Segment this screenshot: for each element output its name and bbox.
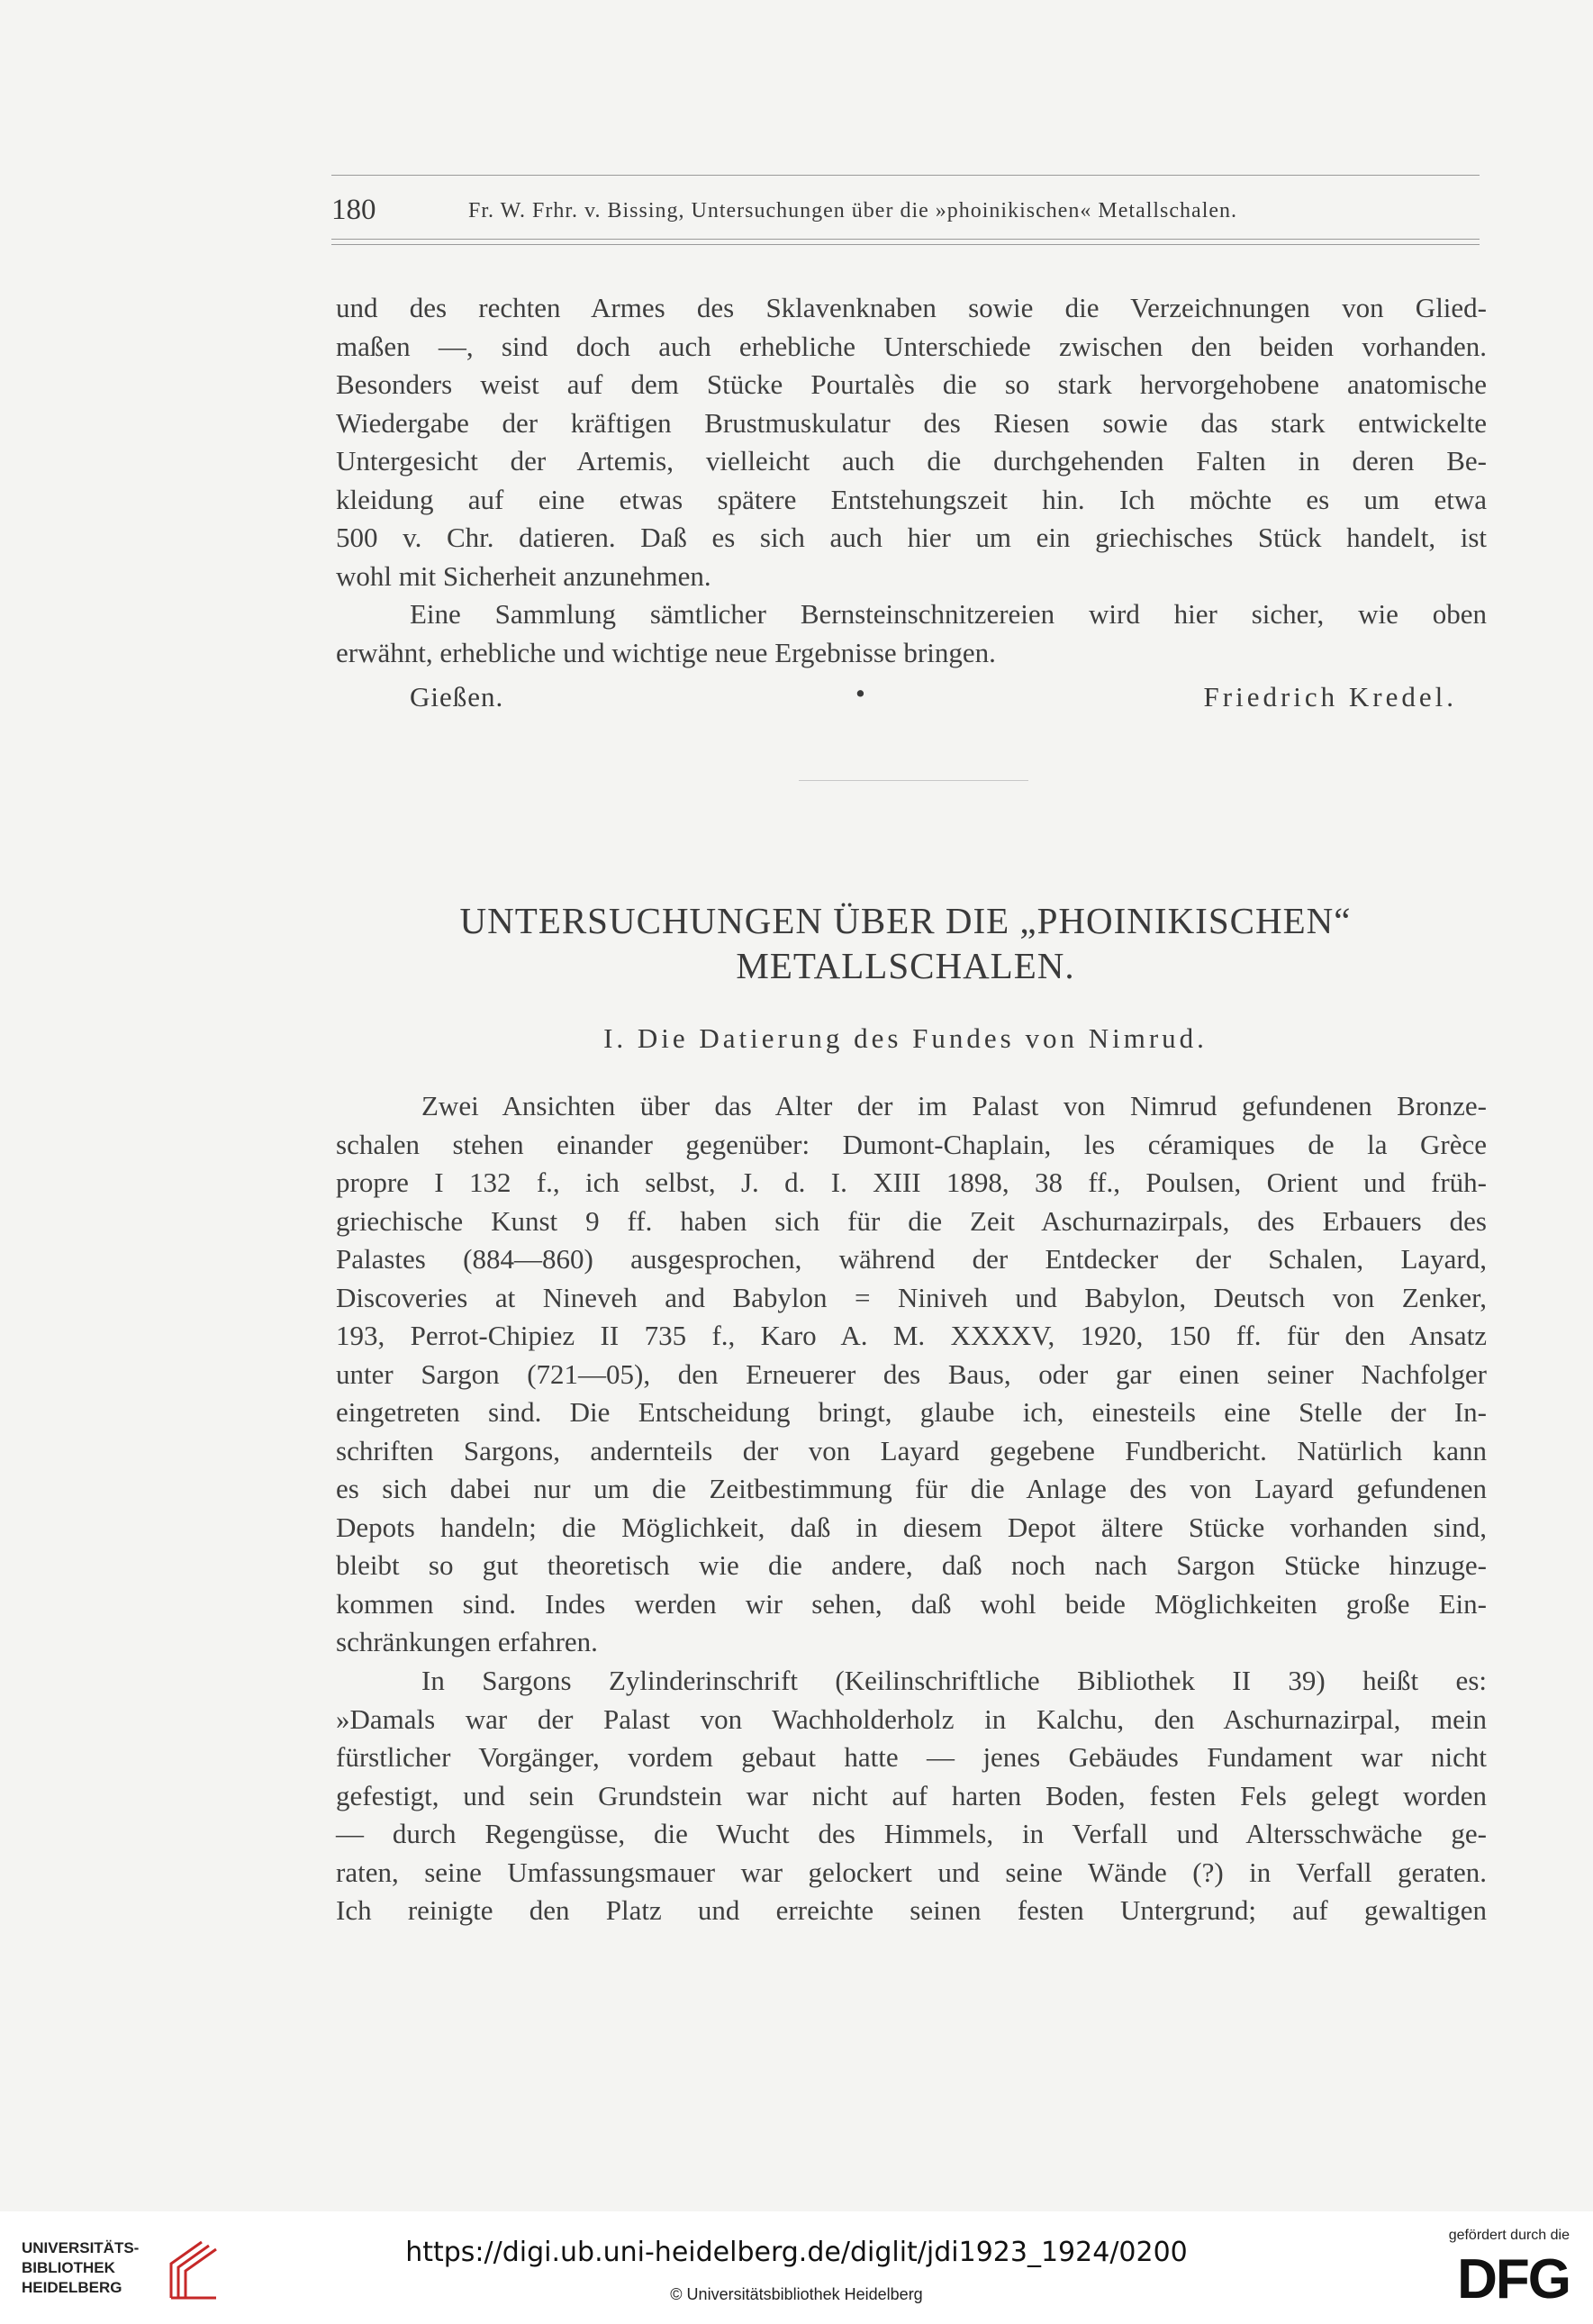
article-title-line-1: UNTERSUCHUNGEN ÜBER DIE „PHOINIKISCHEN“	[459, 900, 1352, 941]
running-header	[331, 194, 1480, 230]
permalink-url[interactable]: https://digi.ub.uni-heidelberg.de/diglit/jdi1923_1924/0200	[405, 2237, 1188, 2268]
text-line: Ich reinigte den Platz und erreichte seinen festen Untergrund; auf gewaltigen	[336, 1894, 1487, 1926]
signature-author: Friedrich Kredel.	[1203, 681, 1457, 713]
prev-article-paragraph-1	[336, 289, 1487, 595]
header-rule-bottom	[331, 239, 1480, 240]
text-line: es sich dabei nur um die Zeitbestimmung für die Anlage des von Layard gefundenen	[336, 1473, 1487, 1504]
text-line: kommen sind. Indes werden wir sehen, daß wohl beide Möglichkeiten große Ein-	[336, 1587, 1487, 1620]
dfg-funding-logo[interactable]	[1417, 2228, 1570, 2309]
funding-caption: gefördert durch die	[1448, 2228, 1570, 2243]
text-line: wohl mit Sicherheit anzunehmen.	[336, 559, 711, 592]
text-line: und des rechten Armes des Sklavenknaben sowie die Verzeichnungen von Glied-	[336, 292, 1487, 323]
text-line: unter Sargon (721—05), den Erneuerer des Baus, oder gar einen seiner Nachfolger	[336, 1357, 1487, 1390]
header-rule-bottom-2	[331, 244, 1480, 245]
viewer-footer	[0, 2211, 1593, 2324]
text-line: eingetreten sind. Die Entscheidung bringt, glaube ich, einesteils eine Stelle der In-	[336, 1396, 1487, 1428]
library-name-line: BIBLIOTHEK	[22, 2259, 115, 2276]
article-paragraph-2	[336, 1662, 1487, 1930]
text-line: gefestigt, und sein Grundstein war nicht auf harten Boden, festen Fels gelegt worden	[336, 1779, 1487, 1811]
signature-place: Gießen.	[410, 681, 504, 713]
text-line: In Sargons Zylinderinschrift (Keilinschriftliche Bibliothek II 39) heißt es:	[421, 1665, 1487, 1696]
text-line: fürstlicher Vorgänger, vordem gebaut hatte — jenes Gebäudes Fundament war nicht	[336, 1741, 1487, 1773]
text-line: erwähnt, erhebliche und wichtige neue Ergebnisse bringen.	[336, 636, 996, 668]
page-number: 180	[331, 194, 376, 226]
copyright-notice: © Universitätsbibliothek Heidelberg	[670, 2285, 923, 2303]
text-line: Wiedergabe der kräftigen Brustmuskulatur des Riesen sowie das stark entwickelte	[336, 406, 1487, 439]
article-separator	[799, 780, 1028, 781]
text-line: propre I 132 f., ich selbst, J. d. I. XIII 1898, 38 ff., Poulsen, Orient und früh-	[336, 1167, 1487, 1198]
text-line: Besonders weist auf dem Stücke Pourtalès die so stark hervorgehobene anatomische	[336, 368, 1487, 400]
text-line: 500 v. Chr. datieren. Daß es sich auch hier um ein griechisches Stück handelt, ist	[336, 522, 1487, 553]
text-line: Zwei Ansichten über das Alter der im Palast von Nimrud gefundenen Bronze-	[421, 1090, 1487, 1121]
prev-article-paragraph-2	[336, 595, 1487, 672]
article-paragraph-1	[336, 1087, 1487, 1662]
signature-line	[336, 677, 1487, 719]
text-line: Eine Sammlung sämtlicher Bernsteinschnitzereien wird hier sicher, wie oben	[410, 598, 1487, 630]
text-line: Discoveries at Nineveh and Babylon = Niniveh und Babylon, Deutsch von Zenker,	[336, 1281, 1487, 1313]
text-line: griechische Kunst 9 ff. haben sich für die Zeit Aschurnazirpals, des Erbauers des	[336, 1204, 1487, 1237]
signature-dot: •	[855, 677, 865, 709]
text-line: schalen stehen einander gegenüber: Dumont-Chaplain, les céramiques de la Grèce	[336, 1128, 1487, 1160]
text-line: maßen —, sind doch auch erhebliche Unterschiede zwischen den beiden vorhanden.	[336, 330, 1487, 362]
text-line: 193, Perrot-Chipiez II 735 f., Karo A. M. XXXXV, 1920, 150 ff. für den Ansatz	[336, 1320, 1487, 1351]
text-line: raten, seine Umfassungsmauer war gelockert und seine Wände (?) in Verfall geraten.	[336, 1856, 1487, 1888]
text-line: kleidung auf eine etwas spätere Entstehungszeit hin. Ich möchte es um etwa	[336, 483, 1487, 515]
header-rule-top	[331, 175, 1480, 176]
text-line: bleibt so gut theoretisch wie die andere, daß noch nach Sargon Stücke hinzuge-	[336, 1549, 1487, 1581]
library-name-line: UNIVERSITÄTS-	[22, 2239, 140, 2256]
article-title-line-2: METALLSCHALEN.	[736, 945, 1075, 986]
text-line: — durch Regengüsse, die Wucht des Himmels, in Verfall und Altersschwäche ge-	[336, 1818, 1487, 1849]
running-title: Fr. W. Frhr. v. Bissing, Untersuchungen über die »phoinikischen« Metallschalen.	[468, 199, 1238, 222]
dfg-logo-text: DFG	[1457, 2248, 1570, 2310]
text-line: schriften Sargons, andernteils der von Layard gegebene Fundbericht. Natürlich kann	[336, 1434, 1487, 1466]
text-line: Palastes (884—860) ausgesprochen, während der Entdecker der Schalen, Layard,	[336, 1243, 1487, 1275]
text-line: schränkungen erfahren.	[336, 1626, 598, 1657]
section-heading: I. Die Datierung des Fundes von Nimrud.	[603, 1022, 1208, 1054]
text-line: »Damals war der Palast von Wachholderholz in Kalchu, den Aschurnazirpal, mein	[336, 1702, 1487, 1735]
text-line: Untergesicht der Artemis, vielleicht auch die durchgehenden Falten in deren Be-	[336, 445, 1487, 477]
text-line: Depots handeln; die Möglichkeit, daß in diesem Depot ältere Stücke vorhanden sind,	[336, 1511, 1487, 1543]
library-name-line: HEIDELBERG	[22, 2279, 122, 2296]
